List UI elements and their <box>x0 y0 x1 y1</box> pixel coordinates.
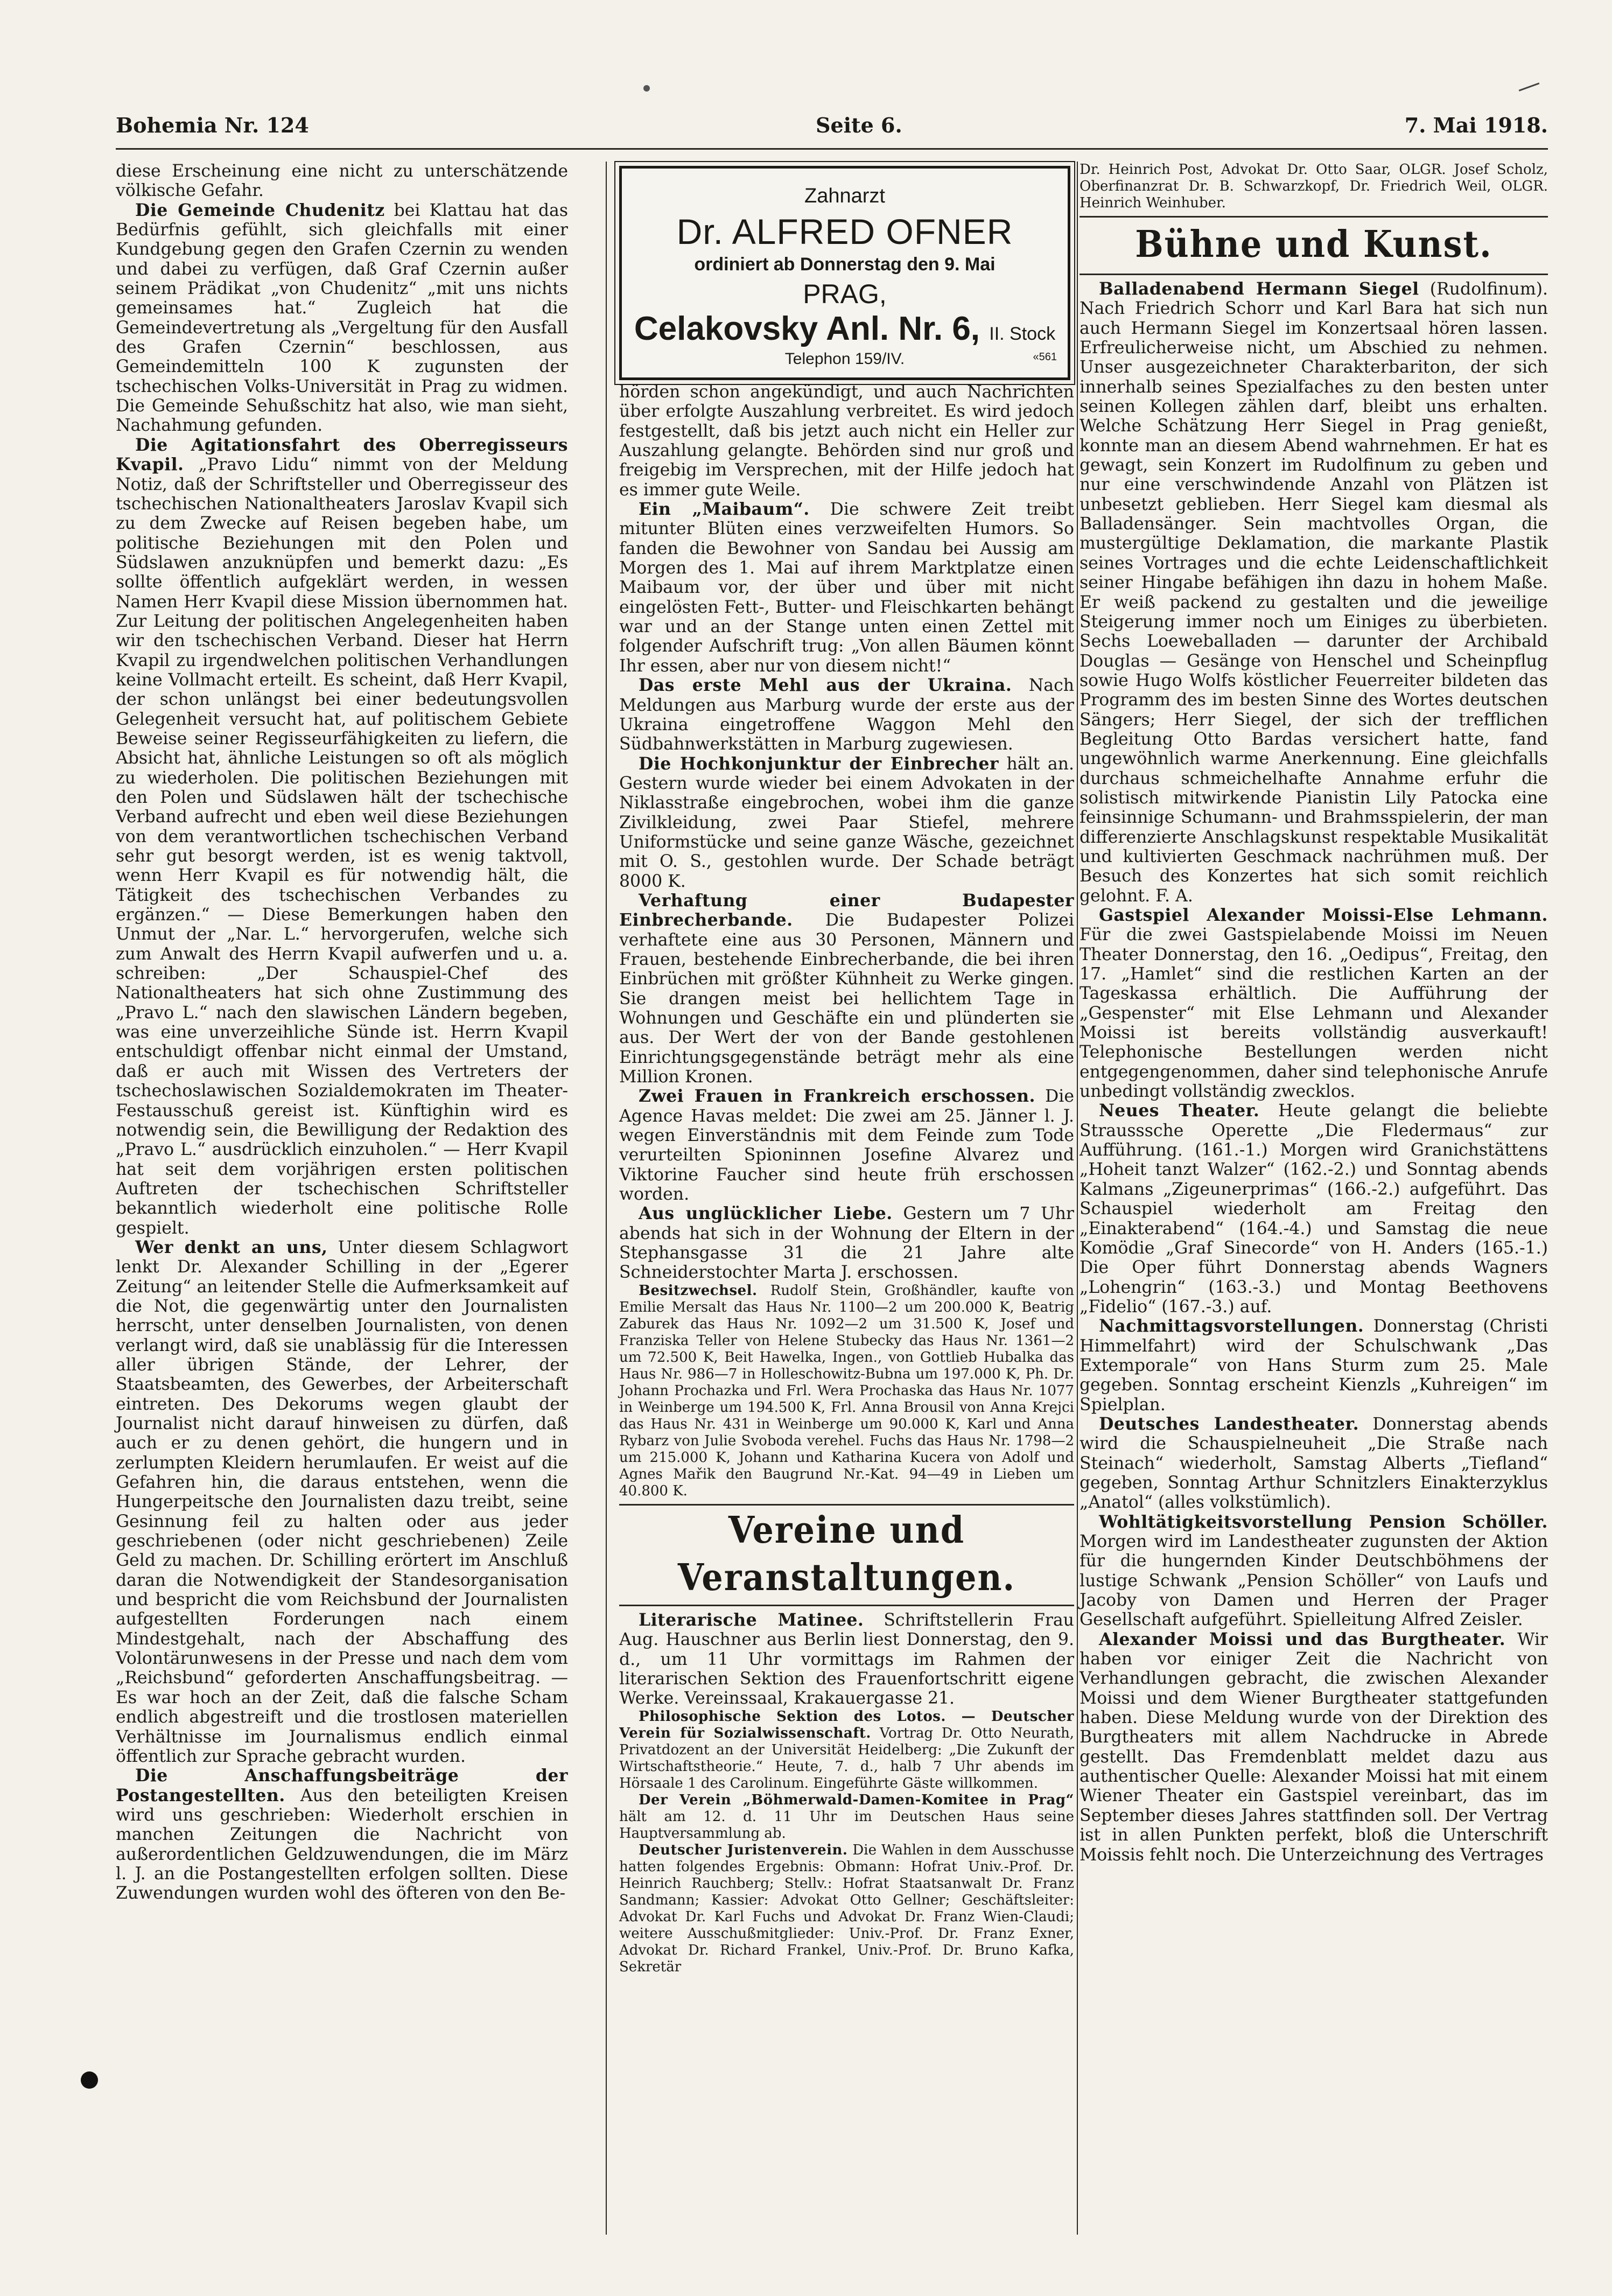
article-text: hält am 12. d. 11 Uhr im Deutschen Haus seine Hauptversammlung ab. <box>619 1808 1074 1842</box>
article-paragraph <box>116 201 568 436</box>
article-heading: Wer denkt an uns, <box>135 1237 328 1257</box>
article-heading: Wohltätigkeitsvorstellung Pension Schöller. <box>1099 1511 1548 1532</box>
section-rule <box>1080 216 1548 218</box>
article-paragraph <box>1080 906 1548 1101</box>
article-paragraph: Dr. Heinrich Post, Advokat Dr. Otto Saar, OLGR. Josef Scholz, Oberfinanzrat Dr. B. Schwarzkopf, Dr. Friedrich Weil, OLGR. Heinrich Weinhuber. <box>1080 162 1548 211</box>
ad-name: Dr. ALFRED OFNER <box>676 212 1013 251</box>
ad-phone-text: Telephon 159/IV. <box>784 350 905 368</box>
ad-street: Celakovsky Anl. Nr. 6, <box>634 310 980 347</box>
article-heading: Zwei Frauen in Frankreich erschossen. <box>639 1086 1036 1107</box>
article-heading: Besitzwechsel. <box>639 1282 758 1299</box>
ad-floor: II. Stock <box>989 324 1056 344</box>
ink-speck <box>643 85 650 92</box>
punch-hole-mark <box>81 2071 98 2089</box>
article-heading: Nachmittagsvorstellungen. <box>1099 1316 1364 1336</box>
ad-city: PRAG, <box>803 279 887 309</box>
header-issue: Bohemia Nr. 124 <box>116 113 309 137</box>
article-text: Schriftstellerin Frau Aug. Hauschner aus Berlin liest Donnerstag, den 9. d., um 11 Uhr vormittags im Rahmen der literarischen Sektion des Frauenfortschritt eigene Werke. Vereinssaal, Krakauergasse 21. <box>619 1610 1074 1709</box>
article-text: Nach Meldungen aus Marburg wurde der erste aus der Ukraina eingetroffene Waggon Mehl den Südbahnwerkstätten in Marburg zugewiesen. <box>619 676 1074 754</box>
article-heading: Der Verein „Böhmerwald-Damen-Komitee in Prag“ <box>639 1791 1074 1808</box>
article-text: Die Wahlen in dem Ausschusse hatten folgendes Ergebnis: Obmann: Hofrat Univ.-Prof. Dr. Heinrich Rauchberg; Stellv.: Hofrat Staatsanwalt Dr. Franz Sandmann; Kassier: Advokat Otto Gellner; Geschäftsleiter: Advokat Dr. Karl Fuchs und Advokat Dr. Franz Wien-Claudi; weitere Ausschußmitglieder: Univ.-Prof. Dr. Franz Exner, Advokat Dr. Richard Frankel, Univ.-Prof. Dr. Bruno Kafka, Sekretär <box>619 1842 1074 1975</box>
article-paragraph <box>619 1709 1074 1792</box>
section-rule <box>619 1605 1074 1606</box>
column-right <box>1080 162 1548 1865</box>
column-divider <box>606 162 607 2235</box>
article-text: Heute gelangt die beliebte Strausssche Operette „Die Fledermaus“ zur Aufführung. (161.-1.) Morgen wird Granichstättens „Hoheit tanzt Walzer“ (162.-2.) und Sonntag abends Kalmans „Zigeunerprimas“ (166.-2.) aufgeführt. Das Schauspiel wiederholt am Freitag den „Einakterabend“ (164.-4.) und Samstag die neue Komödie „Graf Sinecorde“ von H. Anders (165.-1.) Die Oper führt Donnerstag abends Wagners „Lohengrin“ (163.-3.) und Montag Beethovens „Fidelio“ (167.-3.) auf. <box>1080 1101 1548 1317</box>
article-heading: Deutscher Juristenverein. <box>639 1842 848 1858</box>
column-left <box>116 162 568 1903</box>
article-paragraph <box>619 1792 1074 1842</box>
article-heading: Verhaftung einer Budapester Einbrecherbande. <box>619 890 1074 930</box>
article-paragraph <box>619 1611 1074 1709</box>
header-page-number: Seite 6. <box>816 113 902 137</box>
section-title: Vereine und Veranstaltungen. <box>677 1508 1016 1599</box>
article-paragraph <box>1080 1101 1548 1317</box>
article-heading: Alexander Moissi und das Burgtheater. <box>1099 1629 1506 1649</box>
article-text: Die Budapester Polizei verhaftete eine aus 30 Personen, Männern und Frauen, bestehende Einbrecherbande, die bei ihren Einbrüchen mit größter Kühnheit zu Werke gingen. Sie drangen meist bei hellichtem Tage in Wohnungen und Geschäfte ein und plünderten sie aus. Der Wert der von der Bande gestohlenen Einrichtungsgegenstände beträgt mehr als eine Million Kronen. <box>619 911 1074 1087</box>
article-paragraph <box>1080 1513 1548 1630</box>
article-heading: Philosophische Sektion des Lotos. — Deutscher Verein für Sozialwissenschaft. <box>619 1708 1074 1741</box>
ad-hours: ordiniert ab Donnerstag den 9. Mai <box>694 254 996 275</box>
section-rule <box>619 1504 1074 1506</box>
page-header <box>116 113 1548 145</box>
article-paragraph <box>619 1204 1074 1282</box>
article-heading: Die Hochkonjunktur der Einbrecher <box>639 753 999 774</box>
article-paragraph <box>1080 1317 1548 1415</box>
article-heading: Balladenabend Hermann Siegel <box>1099 279 1419 299</box>
article-text: Die Agence Havas meldet: Die zwei am 25. Jänner l. J. wegen Einverständnis mit dem Feinde zum Tode verurteilten Spioninnen Josefine Alvarez und Viktorine Faucher sind heute früh erschossen worden. <box>619 1087 1074 1205</box>
article-heading: Deutsches Landestheater. <box>1099 1413 1359 1434</box>
article-heading: Aus unglücklicher Liebe. <box>639 1203 893 1224</box>
article-heading: Die Agitationsfahrt des Oberregisseurs Kvapil. <box>116 435 568 475</box>
article-paragraph <box>116 1766 568 1903</box>
ad-code: «561 <box>1033 351 1057 363</box>
article-text: bei Klattau hat das Bedürfnis gefühlt, sich gleichfalls mit einer Kundgebung gegen den Grafen Czernin zu wenden und dabei zu verfügen, daß Graf Czernin außer seinem Prädikat „von Chudenitz“ „mit uns nichts gemeinsames hat.“ Zugleich hat die Gemeindevertretung als „Vergeltung für den Ausfall des Grafen Czernin“ beschlossen, aus Gemeindemitteln 100 K zugunsten der tschechischen Volks-Universität in Prag zu widmen. Die Gemeinde Sehußschitz hat also, wie man sieht, Nachahmung gefunden. <box>116 200 568 436</box>
article-heading: Gastspiel Alexander Moissi-Else Lehmann. <box>1099 905 1548 925</box>
article-text: hält an. Gestern wurde wieder bei einem Advokaten in der Niklasstraße eingebrochen, wobei ihm die ganze Zivilkleidung, zwei Paar Stiefel, mehrere Uniformstücke und seine ganze Wäsche, gezeichnet mit O. S., gestohlen wurde. Der Schade beträgt 8000 K. <box>619 754 1074 891</box>
article-paragraph <box>1080 279 1548 906</box>
pen-mark <box>1519 82 1540 91</box>
article-paragraph <box>619 754 1074 891</box>
article-text: Die schwere Zeit treibt mitunter Blüten eines verzweifelten Humors. So fanden die Bewohner von Sandau bei Aussig am Morgen des 1. Mai auf ihrem Marktplatze einen Maibaum vor, der über und über mit nicht eingelösten Fett-, Butter- und Fleischkarten behängt war und an der Stange unten einen Zettel mit folgender Aufschrift trug: „Von allen Bäumen könnt Ihr essen, aber nur von diesem nicht!“ <box>619 500 1074 676</box>
header-rule <box>116 148 1548 150</box>
article-paragraph <box>619 676 1074 754</box>
article-paragraph <box>1080 1630 1548 1865</box>
article-heading: Die Gemeinde Chudenitz <box>135 200 385 220</box>
article-heading: Die Anschaffungsbeiträge der Postangestellten. <box>116 1766 568 1805</box>
article-paragraph <box>619 1842 1074 1976</box>
article-paragraph <box>1080 1415 1548 1513</box>
article-text: Rudolf Stein, Großhändler, kaufte von Emilie Mersalt das Haus Nr. 1100—2 um 200.000 K, Beatrig Zaburek das Haus Nr. 1092—2 um 31.500 K, Josef und Franziska Teller von Helene Stubecky das Haus Nr. 1361—2 um 72.500 K, Beit Hawelka, Ingen., von Gottlieb Hubalka das Haus Nr. 986—7 in Holleschowitz-Bubna um 197.000 K, Ph. Dr. Johann Prochazka und Frl. Wera Prochaska das Haus Nr. 1077 in Weinberge um 194.500 K, Frl. Anna Brousil von Anna Krejci das Haus Nr. 431 in Weinberge um 90.000 K, Karl und Anna Rybarz von Julie Svoboda verehel. Fuchs das Haus Nr. 1798—2 um 215.000 K, Johann und Katharina Kucera von Adolf und Agnes Mařik den Baugrund Nr.-Kat. 94—49 in Lieben um 40.800 K. <box>619 1282 1074 1499</box>
article-text: Vortrag Dr. Otto Neurath, Privatdozent an der Universität Heidelberg: „Die Zukunft der Wirtschaftstheorie.“ Heute, 7. d., halb 7 Uhr abends im Hörsaale 1 des Carolinum. Eingeführte Gäste willkommen. <box>619 1725 1074 1791</box>
article-heading: Literarische Matinee. <box>639 1609 864 1630</box>
column-middle-body <box>619 382 1074 1976</box>
article-paragraph <box>619 1283 1074 1500</box>
article-text: Gestern um 7 Uhr abends hat sich in der Wohnung der Eltern in der Stephansgasse 31 die 21 Jahre alte Schneiderstochter Marta J. erschossen. <box>619 1204 1074 1283</box>
article-text: Donnerstag (Christi Himmelfahrt) wird der Schulschwank „Das Extemporale“ von Hans Sturm zum 25. Male gegeben. Sonntag erscheint Kienzls „Kuhreigen“ im Spielplan. <box>1080 1317 1548 1415</box>
article-paragraph <box>619 382 1074 500</box>
ad-profession: Zahnarzt <box>804 185 885 207</box>
article-paragraph: diese Erscheinung eine nicht zu unterschätzende völkische Gefahr. <box>116 162 568 201</box>
article-text: Wir haben vor einiger Zeit die Nachricht von Verhandlungen gebracht, die zwischen Alexander Moissi und dem Wiener Burgtheater stattgefunden haben. Diese Meldung wurde von der Direktion des Burgtheaters mit allem Nachdrucke in Abrede gestellt. Das Fremdenblatt meldet dazu aus authentischer Quelle: Alexander Moissi hat mit einem Wiener Theater ein Gastspiel vereinbart, das im September dieses Jahres stattfinden soll. Der Vertrag ist in allen Punkten perfekt, bloß die Unterschrift Moissis fehlt noch. Die Unterzeichnung des Vertrages <box>1080 1629 1548 1865</box>
article-text: hörden schon angekündigt, und auch Nachrichten über erfolgte Auszahlung verbreitet. Es wird jedoch festgestellt, daß bis jetzt auch nicht ein Heller zur Auszahlung gelangte. Behörden sind nur groß und freigebig im Versprechen, mit der Hilfe jedoch hat es immer gute Weile. <box>619 382 1074 500</box>
article-text: Morgen wird im Landestheater zugunsten der Aktion für die hungernden Kinder Deutschböhmens der lustige Schwank „Pension Schöller“ von Laufs und Jacoby von Damen und Herren der Prager Gesellschaft aufgeführt. Spielleitung Alfred Zeisler. <box>1080 1532 1548 1630</box>
article-paragraph <box>619 1087 1074 1204</box>
section-rule <box>1080 274 1548 275</box>
article-paragraph <box>619 891 1074 1087</box>
article-text: Donnerstag abends wird die Schauspielneuheit „Die Straße nach Steinach“ wiederholt, Samstag Alberts „Tiefland“ gegeben, Sonntag Arthur Schnitzlers Einakterzyklus „Anatol“ (alles volkstümlich). <box>1080 1414 1548 1513</box>
column-middle <box>619 162 1074 1976</box>
column-divider <box>1077 162 1078 2235</box>
article-paragraph <box>619 500 1074 676</box>
article-heading: Neues Theater. <box>1099 1101 1260 1121</box>
article-paragraph <box>116 1238 568 1766</box>
article-text: Unter diesem Schlagwort lenkt Dr. Alexander Schilling in der „Egerer Zeitung“ an leitender Stelle die Aufmerksamkeit auf die Not, die gegenwärtig unter den Journalisten herrscht, unter denselben Journalisten, von denen verlangt wird, daß sie unablässig für die Interessen aller übrigen Stände, der Lehrer, der Staatsbeamten, des Gewerbes, der Arbeiterschaft eintreten. Des Dekorums wegen glaubt der Journalist nicht darauf hinweisen zu dürfen, daß auch er zu denen gehört, die hungern und in zerlumpten Kleidern herumlaufen. Er weist auf die Gefahren hin, die daraus entstehen, wenn die Hungerpeitsche den Journalisten dazu treibt, seine Gesinnung feil zu halten oder aus jeder geschriebenen (oder nicht geschriebenen) Zeile Geld zu machen. Dr. Schilling erörtert im Anschluß daran die Notwendigkeit der Standesorganisation und bespricht die vom Reichsbund der Journalisten aufgestellten Forderungen nach einem Mindestgehalt, nach der Abschaffung des Volontärunwesens in der Presse und nach dem vom „Reichsbund“ geforderten Anschaffungsbeitrag. — Es war hoch an der Zeit, daß die falsche Scham endlich abgestreift und die trostlosen materiellen Verhältnisse im Journalismus endlich einmal öffentlich zur Sprache gebracht wurden. <box>116 1237 568 1766</box>
article-text: „Pravo Lidu“ nimmt von der Meldung Notiz, daß der Schriftsteller und Oberregisseur des tschechischen Nationaltheaters Jaroslav Kvapil sich zu dem Zwecke auf Reisen begeben habe, um politische Beziehungen mit den Polen und Südslawen anzuknüpfen und bemerkt dazu: „Es sollte öffentlich aufgeklärt werden, in wessen Namen Herr Kvapil diese Mission übernommen hat. Zur Leitung der politischen Angelegenheiten haben wir den tschechischen Verband. Dieser hat Herrn Kvapil zu irgendwelchen politischen Verhandlungen keine Vollmacht erteilt. Es scheint, daß Herr Kvapil, der schon unlängst bei einer bedeutungsvollen Gelegenheit versucht hat, auf politischem Gebiete Beweise seiner Regisseurfähigkeiten zu liefern, die Absicht hat, ähnliche Leistungen so oft als möglich zu wiederholen. Die politischen Beziehungen mit den Polen und Südslawen hält der tschechische Verband aufrecht und eben weil diese Beziehungen von dem verantwortlichen tschechischen Verband sehr gut besorgt werden, ist es wenig taktvoll, wenn Herr Kvapil es für notwendig hält, die Tätigkeit des tschechischen Verbandes zu ergänzen.“ — Diese Bemerkungen haben den Unmut der „Nar. L.“ hervorgerufen, welche sich zum Anwalt des Herrn Kvapil aufwerfen und u. a. schreiben: „Der Schauspiel-Chef des Nationaltheaters hat sich ohne Zustimmung des „Pravo L.“ nach den slawischen Ländern begeben, was eine unverzeihliche Sünde ist. Herrn Kvapil entschuldigt offenbar nicht einmal der Umstand, daß er auch mit Wissen des Vertreters der tschechoslawischen Sozialdemokraten im Theater-Festausschuß gereist ist. Künftighin wird es notwendig sein, die Bewilligung der Redaktion des „Pravo L.“ ausdrücklich einzuholen.“ — Herr Kvapil hat seit dem vorjährigen ersten politischen Auftreten der tschechischen Schriftsteller bekanntlich wiederholt eine politische Rolle gespielt. <box>116 455 568 1238</box>
article-paragraph <box>116 436 568 1238</box>
article-text: (Rudolfinum). Nach Friedrich Schorr und Karl Bara hat sich nun auch Hermann Siegel im Konzertsaal hören lassen. Erfreulicherweise nicht, um Abschied zu nehmen. Unser ausgezeichneter Charakterbariton, der sich innerhalb seines Spezialfaches zu den besten unter seinen Kollegen zählen darf, bleibt uns erhalten. Welche Schätzung Herr Siegel in Prag genießt, konnte man an diesem Abend wahrnehmen. Er hat es gewagt, sein Konzert im Rudolfinum zu geben und nur eine verschwindende Anzahl von Plätzen ist unbesetzt geblieben. Herr Siegel kam diesmal als Balladensänger. Sein machtvolles Organ, die mustergültige Deklamation, die markante Plastik seines Vortrages und die echte Leidenschaftlichkeit seiner Hingabe befähigen ihn dazu in hohem Maße. Er weiß packend zu gestalten und die jeweilige Steigerung immer noch um Einiges zu überbieten. Sechs Loeweballaden — darunter der Archibald Douglas — Gesänge von Henschel und Scheinpflug sowie Hugo Wolfs köstlicher Feuerreiter bildeten das Programm des im besten Sinne des Wortes deutschen Sängers; Herr Siegel, der sich der trefflichen Begleitung Otto Bardas versichert hatte, fand ungewöhnlich warme Anerkennung. Eine gleichfalls durchaus schmeichelhafte Annahme erfuhr die solistisch mitwirkende Pianistin Lily Patocka eine feinsinnige Schumann- und Brahmsspielerin, der man differenzierte Anschlagskunst respektable Musikalität und kultivierten Geschmack nachrühmen muß. Der Besuch des Konzertes hat sich somit reichlich gelohnt. F. A. <box>1080 279 1548 906</box>
article-heading: Ein „Maibaum“. <box>639 499 810 520</box>
header-date: 7. Mai 1918. <box>1404 113 1548 137</box>
section-title: Bühne und Kunst. <box>1135 222 1492 266</box>
article-text: Aus den beteiligten Kreisen wird uns geschrieben: Wiederholt erschien in manchen Zeitungen die Nachricht von außerordentlichen Geldzuwendungen, die im März l. J. an die Postangestellten erfolgen sollten. Diese Zuwendungen wurden wohl des öfteren von den Be- <box>116 1786 568 1903</box>
article-heading: Das erste Mehl aus der Ukraina. <box>639 675 1012 696</box>
article-text: Für die zwei Gastspielabende Moissi im Neuen Theater Donnerstag, den 16. „Oedipus“, Freitag, den 17. „Hamlet“ sind die restlichen Karten an der Tageskassa erhältlich. Die Aufführung der „Gespenster“ mit Else Lehmann und Alexander Moissi ist bereits vollständig ausverkauft! Telephonische Bestellungen werden nicht entgegengenommen, daher sind telephonische Anrufe unbedingt vollständig zwecklos. <box>1080 925 1548 1102</box>
